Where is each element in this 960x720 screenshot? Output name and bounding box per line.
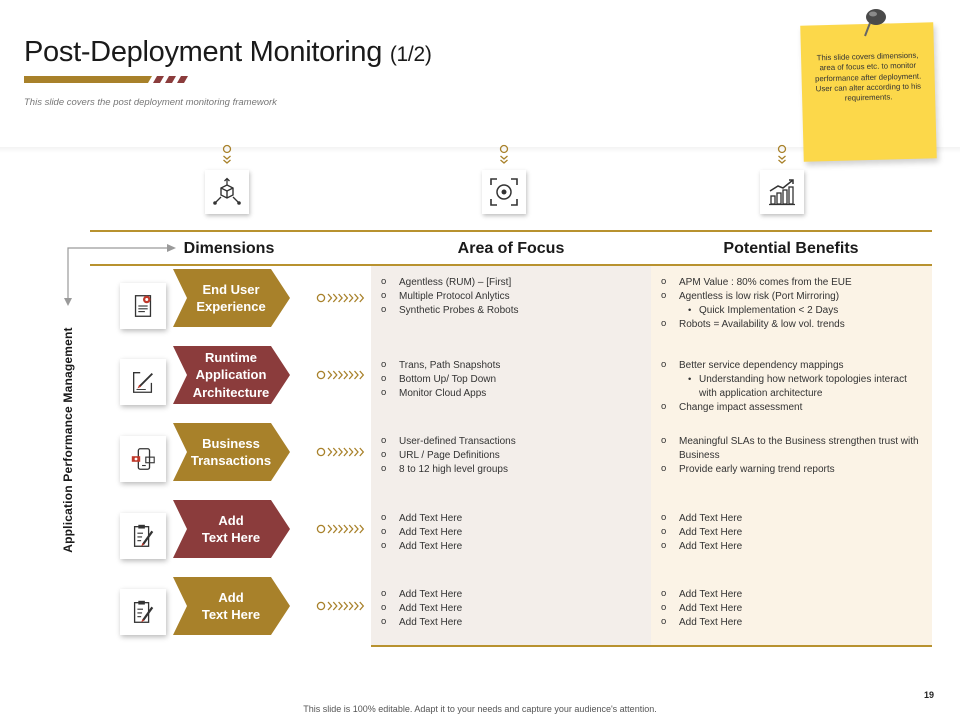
dimension-label <box>173 423 290 481</box>
dimension-label <box>173 500 290 558</box>
clipboard-pen-icon <box>129 522 157 550</box>
focus-item: o Add Text Here <box>381 540 643 554</box>
slide-subtitle: This slide covers the post deployment monitoring framework <box>24 97 277 108</box>
chevron-arrows-icon <box>316 292 366 304</box>
sign-document-icon <box>129 368 157 396</box>
chevron-arrows-icon <box>316 369 366 381</box>
benefits-list <box>661 435 923 477</box>
focus-item: o Add Text Here <box>381 526 643 540</box>
dimension-label <box>173 577 290 635</box>
dimension-text <box>179 435 283 470</box>
focus-item: o Agentless (RUM) – [First] <box>381 276 643 290</box>
row-icon-box <box>120 283 166 329</box>
slide-title-part: (1/2) <box>389 43 432 66</box>
focus-cell <box>381 359 643 401</box>
benefits-list <box>661 359 923 415</box>
benefits-cell <box>661 435 923 477</box>
focus-list <box>381 435 643 477</box>
focus-list <box>381 588 643 630</box>
benefit-item: • Understanding how network topologies interact with application architecture <box>661 373 923 401</box>
focus-item: o Trans, Path Snapshots <box>381 359 643 373</box>
focus-cell <box>381 435 643 477</box>
benefit-item: • Quick Implementation < 2 Days <box>661 304 923 318</box>
focus-list <box>381 276 643 318</box>
dimension-text-line: Experience <box>196 299 266 314</box>
focus-item: o URL / Page Definitions <box>381 449 643 463</box>
benefits-header: Potential Benefits <box>723 240 859 257</box>
growth-chart-icon <box>760 170 804 214</box>
push-pin-icon <box>860 6 890 38</box>
connector-icon <box>221 144 233 166</box>
sticky-note: This slide covers dimensions, area of focus etc. to monitor performance after deployment. User can alter according to his requirements. <box>800 22 937 161</box>
side-label: Application Performance Management <box>61 327 75 553</box>
chevron-arrows-icon <box>316 523 366 535</box>
focus-item: o Bottom Up/ Top Down <box>381 373 643 387</box>
slide-title-text: Post-Deployment Monitoring <box>24 36 383 68</box>
focus-item: o User-defined Transactions <box>381 435 643 449</box>
benefits-cell <box>661 359 923 415</box>
dimension-text-line: Business <box>202 435 260 451</box>
clipboard-pen-icon <box>129 598 157 626</box>
document-badge-icon <box>129 292 157 320</box>
dimension-text <box>179 349 283 401</box>
benefit-item: o Add Text Here <box>661 526 923 540</box>
focus-item: o Add Text Here <box>381 512 643 526</box>
focus-item: o Synthetic Probes & Robots <box>381 304 643 318</box>
dimension-text-line: Transactions <box>190 453 272 468</box>
benefit-item: o Agentless is low risk (Port Mirroring) <box>661 290 923 304</box>
dimension-text-line: Architecture <box>192 384 270 400</box>
focus-item: o Multiple Protocol Anlytics <box>381 290 643 304</box>
benefits-list <box>661 512 923 554</box>
dimension-text <box>179 589 283 624</box>
focus-item: o 8 to 12 high level groups <box>381 463 643 477</box>
benefit-item: o Add Text Here <box>661 512 923 526</box>
focus-list <box>381 359 643 401</box>
benefit-item: o APM Value : 80% comes from the EUE <box>661 276 923 290</box>
slide-title <box>24 36 432 69</box>
focus-item: o Add Text Here <box>381 588 643 602</box>
focus-cell <box>381 276 643 318</box>
mobile-payment-icon <box>129 445 157 473</box>
chevron-arrows-icon <box>316 446 366 458</box>
table-bottom-rule <box>371 645 932 647</box>
row-icon-box <box>120 436 166 482</box>
benefit-item: o Add Text Here <box>661 540 923 554</box>
dimension-text-line: Add <box>218 512 244 528</box>
dimension-text <box>179 512 283 547</box>
focus-header: Area of Focus <box>457 240 565 257</box>
benefit-item: o Add Text Here <box>661 602 923 616</box>
benefit-item: o Robots = Availability & low vol. trends <box>661 318 923 332</box>
focus-item: o Add Text Here <box>381 616 643 630</box>
focus-target-icon <box>482 170 526 214</box>
dimensions-header: Dimensions <box>183 240 275 257</box>
cube-network-icon <box>205 170 249 214</box>
dimension-text-line: Add <box>218 589 244 605</box>
focus-cell <box>381 588 643 630</box>
benefits-cell <box>661 276 923 332</box>
title-underline <box>24 76 194 83</box>
benefits-cell <box>661 588 923 630</box>
dimension-label <box>173 269 290 327</box>
focus-list <box>381 512 643 554</box>
benefits-cell <box>661 512 923 554</box>
connector-icon <box>498 144 510 166</box>
row-icon-box <box>120 513 166 559</box>
benefit-item: o Change impact assessment <box>661 401 923 415</box>
dimension-label <box>173 346 290 404</box>
dimension-text-line: Application <box>195 367 267 383</box>
benefits-list <box>661 588 923 630</box>
dimension-text-line: Text Here <box>201 607 261 622</box>
row-icon-box <box>120 359 166 405</box>
benefit-item: o Add Text Here <box>661 616 923 630</box>
connector-icon <box>776 144 788 166</box>
footer-note: This slide is 100% editable. Adapt it to your needs and capture your audience's attention. <box>303 704 657 714</box>
dimension-text-line: End User <box>202 281 260 297</box>
dimension-text <box>179 281 283 316</box>
focus-cell <box>381 512 643 554</box>
focus-item: o Monitor Cloud Apps <box>381 387 643 401</box>
benefit-item: o Provide early warning trend reports <box>661 463 923 477</box>
benefits-list <box>661 276 923 332</box>
dimension-text-line: Runtime <box>205 350 257 366</box>
benefit-item: o Add Text Here <box>661 588 923 602</box>
page-number: 19 <box>924 690 935 700</box>
benefit-item: o Meaningful SLAs to the Business strengthen trust with Business <box>661 435 923 463</box>
benefit-item: o Better service dependency mappings <box>661 359 923 373</box>
dimension-text-line: Text Here <box>201 530 261 545</box>
focus-item: o Add Text Here <box>381 602 643 616</box>
header-top-rule <box>90 230 932 232</box>
chevron-arrows-icon <box>316 600 366 612</box>
row-icon-box <box>120 589 166 635</box>
